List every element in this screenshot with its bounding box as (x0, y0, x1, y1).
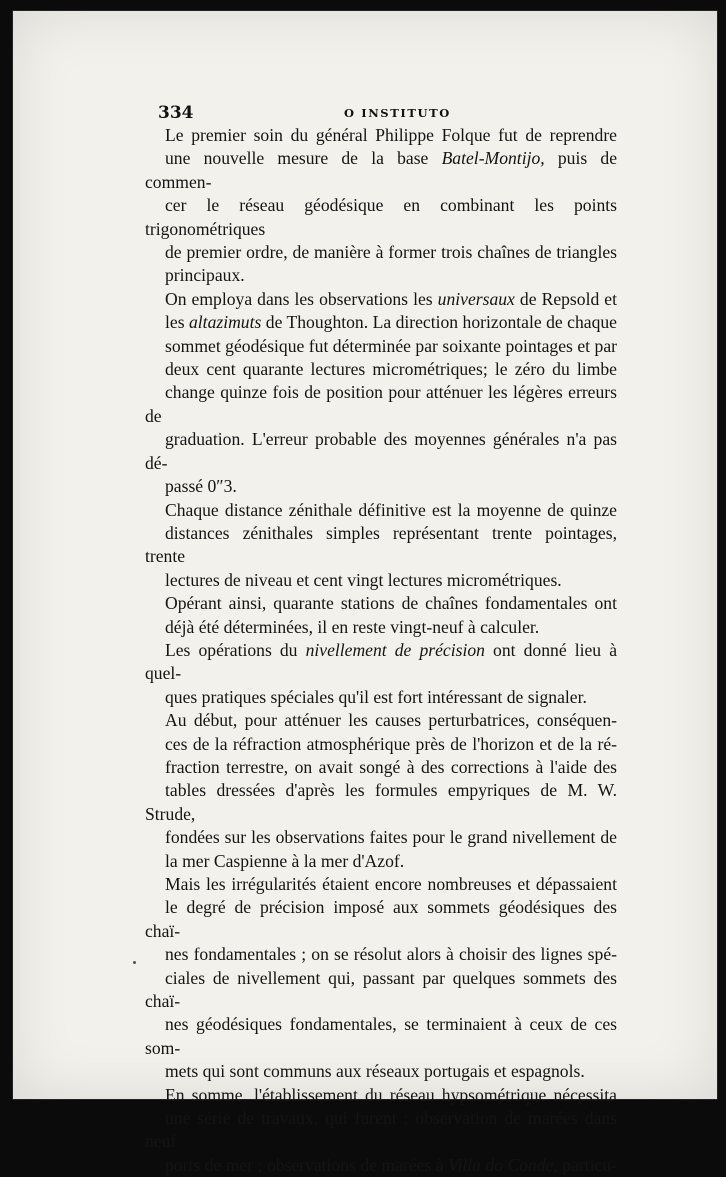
text-line (145, 288, 617, 311)
paragraph (145, 709, 617, 873)
text-line (145, 335, 617, 358)
text-line (145, 1107, 617, 1154)
paragraph (145, 1084, 617, 1177)
text-run: Les opérations du (165, 639, 306, 660)
paper-speck (133, 961, 136, 964)
text-line (145, 850, 617, 873)
text-run: ciales de nivellement qui, passant par quelques sommets des chaï- (145, 967, 617, 1012)
text-line (145, 592, 617, 615)
text-run: de Repsold et (514, 288, 618, 309)
text-line (145, 264, 617, 287)
page-number: 334 (158, 103, 194, 123)
text-run: déjà été déterminées, il en reste vingt-neuf à calculer. (165, 616, 540, 637)
text-run: change quinze fois de position pour atténuer les légères erreurs de (145, 382, 617, 426)
text-line (145, 241, 617, 264)
text-line (145, 475, 617, 498)
text-line (145, 1084, 617, 1107)
text-line (145, 147, 617, 194)
text-line (145, 873, 617, 896)
italic-term: Batel-Montijo, (441, 148, 545, 169)
text-run: Au début, pour atténuer les causes perturbatrices, conséquen- (165, 710, 617, 731)
text-line (145, 826, 617, 849)
text-line (145, 896, 617, 943)
text-line (145, 1060, 617, 1083)
text-run: passé 0″3. (165, 476, 237, 497)
text-run: fraction terrestre, on avait songé à des corrections à l'aide des (165, 756, 617, 777)
text-line (145, 686, 617, 709)
paragraph (145, 873, 617, 1084)
text-run: nes géodésiques fondamentales, se terminaient à ceux de ces som- (145, 1014, 617, 1058)
text-run: graduation. L'erreur probable des moyennes générales n'a pas dé- (145, 429, 617, 473)
text-run: ces de la réfraction atmosphérique près de l'horizon et de la ré- (165, 733, 617, 754)
text-run: particu- (557, 1154, 617, 1175)
text-run: mets qui sont communs aux réseaux portugais et espagnols. (165, 1061, 585, 1082)
text-run: distances zénithales simples représentant trente pointages, trente (145, 522, 617, 567)
paragraph (145, 288, 617, 499)
text-line (145, 194, 617, 241)
text-run: tables dressées d'après les formules empyriques de M. W. Strude, (145, 780, 617, 824)
text-run: On employa dans les observations les (165, 288, 438, 309)
text-line (145, 756, 617, 779)
text-line (145, 709, 617, 732)
text-line (145, 522, 617, 569)
text-line (145, 311, 617, 334)
text-line (145, 639, 617, 686)
text-line (145, 569, 617, 592)
italic-term: nivellement de précision (305, 639, 485, 660)
text-run: le degré de précision imposé aux sommets géodésiques des chaï- (145, 897, 617, 941)
italic-term: altazimuts (189, 312, 262, 333)
text-run: la mer Caspienne à la mer d'Azof. (165, 850, 405, 871)
text-line (145, 428, 617, 475)
text-run: cer le réseau géodésique en combinant les points trigonométriques (145, 195, 617, 239)
text-run: lectures de niveau et cent vingt lectures micrométriques. (165, 569, 562, 590)
text-run: de Thoughton. La direction horizontale de chaque (261, 312, 617, 333)
text-line (145, 733, 617, 756)
page-header (158, 103, 628, 123)
text-run: les (165, 312, 189, 333)
text-run: principaux. (165, 265, 245, 286)
text-line (145, 1154, 617, 1177)
text-run: ont donné lieu à quel- (145, 639, 618, 684)
text-run: sommet géodésique fut déterminée par soixante pointages et par (165, 335, 617, 356)
text-line (145, 124, 617, 147)
text-run: fondées sur les observations faites pour le grand nivellement de (165, 827, 617, 848)
text-line (145, 358, 617, 381)
text-run: deux cent quarante lectures micrométriques; le zéro du limbe (165, 359, 617, 380)
text-line (145, 1013, 617, 1060)
text-line (145, 499, 617, 522)
text-line (145, 967, 617, 1014)
text-run: ports de mer ; observations de marées à (165, 1154, 449, 1175)
text-run: une série de travaux, qui furent : observation de marées dans neuf (145, 1108, 617, 1152)
text-run: Le premier soin du général Philippe Folque fut de reprendre (165, 125, 617, 145)
text-line (145, 616, 617, 639)
text-run: de premier ordre, de manière à former trois chaînes de triangles (165, 242, 617, 263)
text-line (145, 779, 617, 826)
text-line (145, 381, 617, 428)
text-run: En somme, l'établissement du réseau hypsométrique nécessita (165, 1084, 617, 1105)
text-line (145, 943, 617, 966)
text-run: Opérant ainsi, quarante stations de chaînes fondamentales ont (165, 593, 617, 614)
paragraph (145, 499, 617, 593)
italic-term: universaux (437, 288, 515, 309)
text-run: Chaque distance zénithale définitive est la moyenne de quinze (165, 499, 617, 520)
text-run: nes fondamentales ; on se résolut alors à choisir des lignes spé- (165, 944, 617, 965)
paragraph (145, 124, 617, 288)
text-run: puis de commen- (145, 148, 618, 192)
text-run: Mais les irrégularités étaient encore nombreuses et dépassaient (165, 874, 617, 894)
running-title: O INSTITUTO (344, 106, 451, 120)
italic-term: Villa do Conde, (448, 1154, 558, 1175)
body-text (145, 124, 617, 1177)
paragraph (145, 639, 617, 709)
text-run: une nouvelle mesure de la base (165, 148, 442, 169)
paragraph (145, 592, 617, 639)
text-run: ques pratiques spéciales qu'il est fort intéressant de signaler. (165, 686, 587, 707)
